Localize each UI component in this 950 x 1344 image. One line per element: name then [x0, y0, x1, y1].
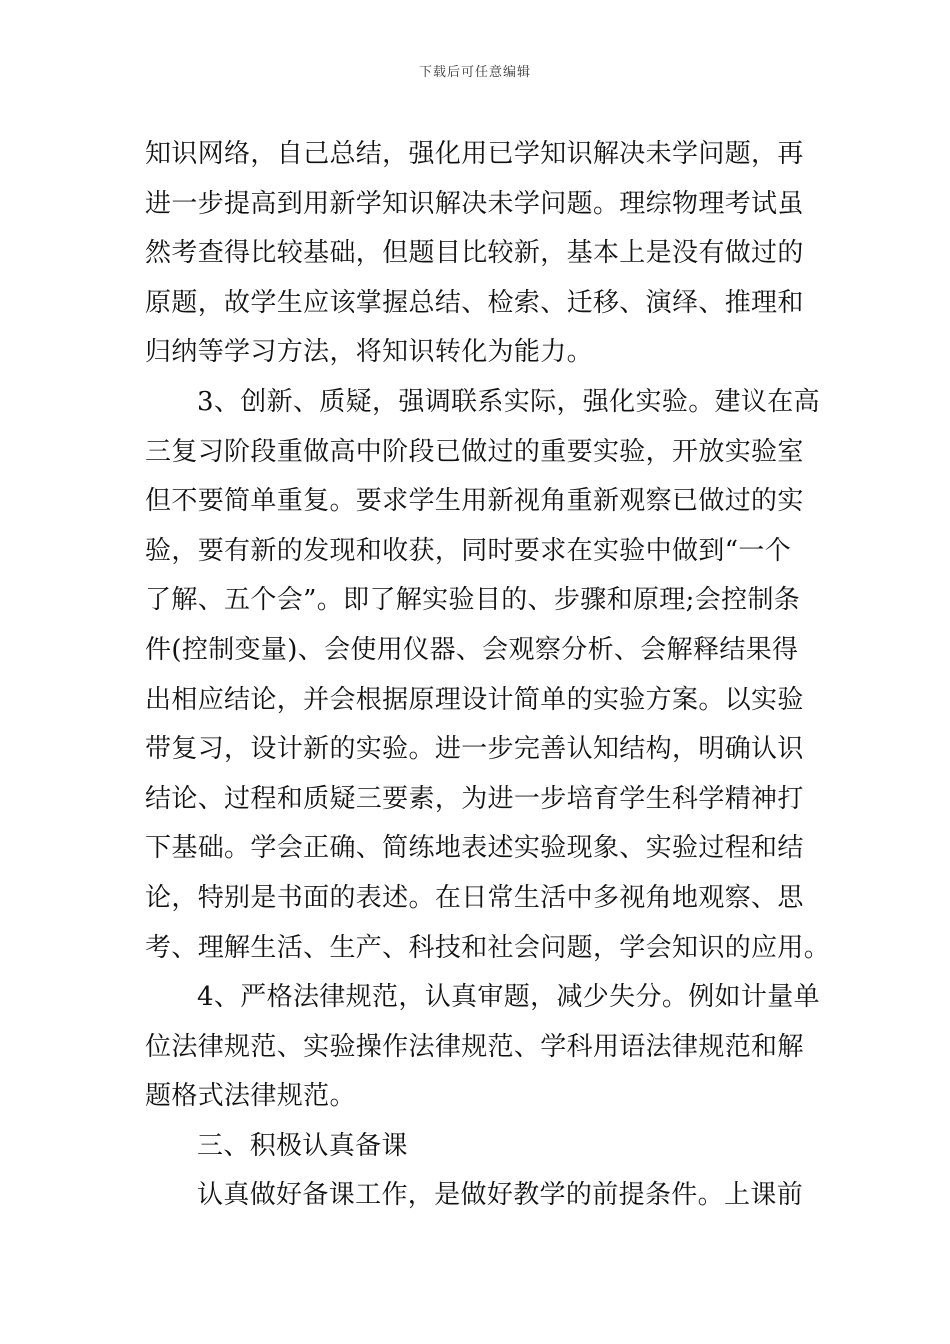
page-header: 下载后可任意编辑 — [418, 65, 531, 80]
text-line: 归纳等学习方法，将知识转化为能力。 — [145, 337, 593, 368]
text-line: 知识网络，自己总结，强化用已学知识解决未学问题，再 — [145, 139, 804, 169]
text-line: 出相应结论，并会根据原理设计简单的实验方案。以实验 — [145, 684, 804, 715]
text-line: 题格式法律规范。 — [145, 1081, 356, 1112]
document-body — [145, 130, 831, 1221]
text-line: 三复习阶段重做高中阶段已做过的重要实验，开放实验室 — [145, 436, 804, 467]
text-line: 然考查得比较基础，但题目比较新，基本上是没有做过的 — [145, 238, 804, 269]
text-line: 考、理解生活、生产、科技和社会问题，学会知识的应用。 — [145, 932, 831, 963]
text-line: 结论、过程和质疑三要素，为进一步培育学生科学精神打 — [145, 783, 804, 814]
paragraph-start-line: 认真做好备课工作，是做好教学的前提条件。上课前 — [197, 1180, 804, 1211]
paragraph-start-line: 4、严格法律规范，认真审题，减少失分。例如计量单 — [197, 982, 820, 1013]
text-line: 了解、五个会”。即了解实验目的、步骤和原理;会控制条 — [145, 585, 801, 616]
text-line: 件(控制变量)、会使用仪器、会观察分析、会解释结果得 — [145, 634, 799, 665]
text-line: 验，要有新的发现和收获，同时要求在实验中做到“一个 — [145, 535, 792, 566]
text-line: 但不要简单重复。要求学生用新视角重新观察已做过的实 — [145, 486, 804, 517]
paragraph-start-line: 3、创新、质疑，强调联系实际，强化实验。建议在高 — [197, 386, 820, 417]
text-line: 下基础。学会正确、简练地表述实验现象、实验过程和结 — [145, 833, 804, 864]
text-line: 位法律规范、实验操作法律规范、学科用语法律规范和解 — [145, 1031, 804, 1062]
section-heading: 三、积极认真备课 — [197, 1130, 408, 1161]
text-line: 带复习，设计新的实验。进一步完善认知结构，明确认识 — [145, 734, 804, 765]
text-line: 原题，故学生应该掌握总结、检索、迁移、演绎、推理和 — [145, 287, 804, 318]
text-line: 进一步提高到用新学知识解决未学问题。理综物理考试虽 — [145, 188, 804, 219]
text-line: 论，特别是书面的表述。在日常生活中多视角地观察、思 — [145, 882, 804, 913]
